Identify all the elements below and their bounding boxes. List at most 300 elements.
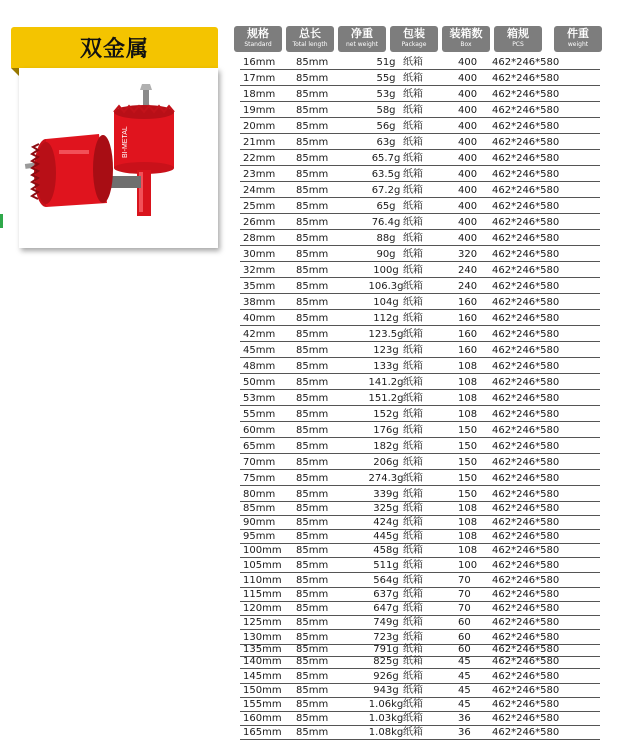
cell-carton-size: 462*246*580: [492, 713, 560, 724]
cell-net-weight: 1.03kg: [368, 713, 404, 724]
cell-size: 135mm: [243, 644, 282, 655]
table-row: [240, 136, 600, 150]
cell-package: 纸箱: [403, 441, 423, 452]
cell-package: 纸箱: [403, 393, 423, 404]
cell-package: 纸箱: [403, 249, 423, 260]
cell-carton-size: 462*246*580: [492, 632, 560, 643]
cell-net-weight: 206g: [373, 457, 399, 468]
cell-net-weight: 1.08kg: [368, 727, 404, 738]
cell-carton-size: 462*246*580: [492, 575, 560, 586]
table-row: [240, 516, 600, 530]
table-row: [240, 670, 600, 684]
cell-carton-size: 462*246*580: [492, 361, 560, 372]
cell-size: 26mm: [243, 217, 276, 228]
cell-box-qty: 240: [458, 265, 478, 276]
cell-package: 纸箱: [403, 153, 423, 164]
cell-net-weight: 56g: [376, 121, 396, 132]
header-sublabel: net weight: [346, 41, 378, 48]
cell-length: 85mm: [296, 121, 329, 132]
cell-box-qty: 45: [458, 699, 471, 710]
cell-package: 纸箱: [403, 457, 423, 468]
cell-net-weight: 88g: [376, 233, 396, 244]
cell-net-weight: 926g: [373, 671, 399, 682]
cell-box-qty: 400: [458, 169, 478, 180]
cell-box-qty: 108: [458, 545, 478, 556]
cell-length: 85mm: [296, 644, 329, 655]
table-row: [240, 184, 600, 198]
cell-carton-size: 462*246*580: [492, 137, 560, 148]
cell-package: 纸箱: [403, 89, 423, 100]
cell-net-weight: 325g: [373, 503, 399, 514]
cell-box-qty: 400: [458, 201, 478, 212]
cell-net-weight: 106.3g: [368, 281, 404, 292]
cell-length: 85mm: [296, 503, 329, 514]
cell-carton-size: 462*246*580: [492, 217, 560, 228]
cell-size: 20mm: [243, 121, 276, 132]
cell-carton-size: 462*246*580: [492, 560, 560, 571]
cell-size: 30mm: [243, 249, 276, 260]
cell-size: 155mm: [243, 699, 282, 710]
cell-size: 95mm: [243, 531, 276, 542]
cell-package: 纸箱: [403, 409, 423, 420]
cell-carton-size: 462*246*580: [492, 105, 560, 116]
cell-package: 纸箱: [403, 617, 423, 628]
cell-box-qty: 36: [458, 713, 471, 724]
cell-net-weight: 123.5g: [368, 329, 404, 340]
header-label: 净重: [351, 27, 373, 40]
cell-package: 纸箱: [403, 105, 423, 116]
cell-length: 85mm: [296, 297, 329, 308]
header-label: 总长: [299, 27, 321, 40]
cell-size: 28mm: [243, 233, 276, 244]
cell-net-weight: 1.06kg: [368, 699, 404, 710]
cell-size: 42mm: [243, 329, 276, 340]
cell-net-weight: 90g: [376, 249, 396, 260]
cell-box-qty: 150: [458, 441, 478, 452]
cell-length: 85mm: [296, 393, 329, 404]
cell-size: 120mm: [243, 603, 282, 614]
cell-size: 53mm: [243, 393, 276, 404]
cell-carton-size: 462*246*580: [492, 603, 560, 614]
cell-length: 85mm: [296, 201, 329, 212]
header-label: 箱规: [507, 27, 529, 40]
cell-carton-size: 462*246*580: [492, 265, 560, 276]
cell-length: 85mm: [296, 617, 329, 628]
cell-size: 130mm: [243, 632, 282, 643]
cell-package: 纸箱: [403, 685, 423, 696]
cell-package: 纸箱: [403, 603, 423, 614]
cell-length: 85mm: [296, 457, 329, 468]
cell-package: 纸箱: [403, 560, 423, 571]
cell-net-weight: 791g: [373, 644, 399, 655]
table-row: [240, 698, 600, 712]
cell-length: 85mm: [296, 57, 329, 68]
cell-length: 85mm: [296, 361, 329, 372]
cell-length: 85mm: [296, 656, 329, 667]
cell-length: 85mm: [296, 489, 329, 500]
table-row: [240, 360, 600, 374]
cell-box-qty: 150: [458, 489, 478, 500]
cell-carton-size: 462*246*580: [492, 441, 560, 452]
cell-net-weight: 445g: [373, 531, 399, 542]
cell-box-qty: 400: [458, 217, 478, 228]
cell-box-qty: 108: [458, 377, 478, 388]
cell-length: 85mm: [296, 517, 329, 528]
cell-package: 纸箱: [403, 531, 423, 542]
table-row: [240, 655, 600, 669]
cell-carton-size: 462*246*580: [492, 671, 560, 682]
cell-net-weight: 182g: [373, 441, 399, 452]
cell-carton-size: 462*246*580: [492, 699, 560, 710]
cell-length: 85mm: [296, 727, 329, 738]
cell-length: 85mm: [296, 249, 329, 260]
cell-net-weight: 100g: [373, 265, 399, 276]
header-standard: [234, 26, 282, 52]
cell-carton-size: 462*246*580: [492, 281, 560, 292]
cell-package: 纸箱: [403, 313, 423, 324]
cell-net-weight: 749g: [373, 617, 399, 628]
cell-package: 纸箱: [403, 57, 423, 68]
cell-length: 85mm: [296, 345, 329, 356]
header-label: 件重: [567, 27, 589, 40]
table-row: [240, 559, 600, 573]
cell-size: 35mm: [243, 281, 276, 292]
cell-length: 85mm: [296, 632, 329, 643]
cell-carton-size: 462*246*580: [492, 656, 560, 667]
cell-box-qty: 60: [458, 617, 471, 628]
cell-length: 85mm: [296, 313, 329, 324]
cell-size: 145mm: [243, 671, 282, 682]
cell-net-weight: 133g: [373, 361, 399, 372]
cell-carton-size: 462*246*580: [492, 329, 560, 340]
table-row: [240, 328, 600, 342]
table-row: [240, 376, 600, 390]
table-row: [240, 616, 600, 630]
cell-package: 纸箱: [403, 545, 423, 556]
cell-length: 85mm: [296, 329, 329, 340]
cell-length: 85mm: [296, 265, 329, 276]
cell-box-qty: 320: [458, 249, 478, 260]
cell-length: 85mm: [296, 281, 329, 292]
table-row: [240, 726, 600, 740]
cell-net-weight: 176g: [373, 425, 399, 436]
header-sublabel: Box: [460, 41, 472, 48]
cell-carton-size: 462*246*580: [492, 409, 560, 420]
cell-box-qty: 36: [458, 727, 471, 738]
table-row: [240, 424, 600, 438]
header-label: 规格: [247, 27, 269, 40]
cell-carton-size: 462*246*580: [492, 201, 560, 212]
cell-size: 160mm: [243, 713, 282, 724]
cell-size: 50mm: [243, 377, 276, 388]
header-box: [442, 26, 490, 52]
cell-box-qty: 400: [458, 137, 478, 148]
cell-length: 85mm: [296, 713, 329, 724]
cell-box-qty: 160: [458, 313, 478, 324]
cell-box-qty: 400: [458, 73, 478, 84]
cell-box-qty: 400: [458, 105, 478, 116]
cell-carton-size: 462*246*580: [492, 457, 560, 468]
table-row: [240, 216, 600, 230]
cell-size: 110mm: [243, 575, 282, 586]
cell-size: 90mm: [243, 517, 276, 528]
cell-length: 85mm: [296, 89, 329, 100]
cell-box-qty: 150: [458, 457, 478, 468]
cell-box-qty: 100: [458, 560, 478, 571]
cell-net-weight: 339g: [373, 489, 399, 500]
cell-package: 纸箱: [403, 233, 423, 244]
cell-size: 17mm: [243, 73, 276, 84]
cell-box-qty: 400: [458, 121, 478, 132]
table-row: [240, 168, 600, 182]
cell-size: 21mm: [243, 137, 276, 148]
cell-size: 150mm: [243, 685, 282, 696]
cell-net-weight: 112g: [373, 313, 399, 324]
cell-package: 纸箱: [403, 137, 423, 148]
cell-carton-size: 462*246*580: [492, 489, 560, 500]
cell-box-qty: 45: [458, 671, 471, 682]
cell-net-weight: 123g: [373, 345, 399, 356]
cell-length: 85mm: [296, 169, 329, 180]
cell-box-qty: 400: [458, 57, 478, 68]
cell-net-weight: 152g: [373, 409, 399, 420]
cell-package: 纸箱: [403, 517, 423, 528]
cell-box-qty: 400: [458, 233, 478, 244]
cell-length: 85mm: [296, 603, 329, 614]
cell-package: 纸箱: [403, 265, 423, 276]
table-row: [240, 408, 600, 422]
header-sublabel: PCS: [512, 41, 524, 48]
cell-length: 85mm: [296, 73, 329, 84]
table-row: [240, 56, 600, 70]
cell-box-qty: 70: [458, 575, 471, 586]
cell-length: 85mm: [296, 377, 329, 388]
cell-size: 80mm: [243, 489, 276, 500]
cell-length: 85mm: [296, 153, 329, 164]
table-row: [240, 344, 600, 358]
table-row: [240, 574, 600, 588]
cell-net-weight: 51g: [376, 57, 396, 68]
cell-box-qty: 400: [458, 89, 478, 100]
cell-size: 115mm: [243, 589, 282, 600]
cell-carton-size: 462*246*580: [492, 89, 560, 100]
cell-net-weight: 274.3g: [368, 473, 404, 484]
cell-length: 85mm: [296, 685, 329, 696]
header-net-weight: [338, 26, 386, 52]
cell-package: 纸箱: [403, 425, 423, 436]
table-row: [240, 248, 600, 262]
cell-size: 40mm: [243, 313, 276, 324]
cell-box-qty: 400: [458, 185, 478, 196]
cell-package: 纸箱: [403, 345, 423, 356]
cell-length: 85mm: [296, 185, 329, 196]
cell-box-qty: 108: [458, 517, 478, 528]
cell-length: 85mm: [296, 531, 329, 542]
cell-net-weight: 65.7g: [371, 153, 401, 164]
edge-marker: [0, 214, 3, 228]
cell-net-weight: 424g: [373, 517, 399, 528]
cell-carton-size: 462*246*580: [492, 589, 560, 600]
cell-size: 24mm: [243, 185, 276, 196]
table-row: [240, 104, 600, 118]
hole-saw-illustration: [19, 68, 218, 248]
cell-size: 48mm: [243, 361, 276, 372]
cell-package: 纸箱: [403, 281, 423, 292]
cell-carton-size: 462*246*580: [492, 644, 560, 655]
table-row: [240, 120, 600, 134]
product-marking: BI-METAL: [122, 126, 129, 158]
cell-package: 纸箱: [403, 297, 423, 308]
cell-carton-size: 462*246*580: [492, 473, 560, 484]
cell-package: 纸箱: [403, 575, 423, 586]
header-package: [390, 26, 438, 52]
cell-carton-size: 462*246*580: [492, 297, 560, 308]
cell-package: 纸箱: [403, 217, 423, 228]
cell-carton-size: 462*246*580: [492, 313, 560, 324]
cell-size: 65mm: [243, 441, 276, 452]
cell-size: 55mm: [243, 409, 276, 420]
cell-size: 60mm: [243, 425, 276, 436]
cell-net-weight: 511g: [373, 560, 399, 571]
header-sublabel: Standard: [244, 41, 272, 48]
table-row: [240, 392, 600, 406]
cell-package: 纸箱: [403, 671, 423, 682]
cell-net-weight: 943g: [373, 685, 399, 696]
cell-package: 纸箱: [403, 644, 423, 655]
cell-carton-size: 462*246*580: [492, 121, 560, 132]
cell-net-weight: 647g: [373, 603, 399, 614]
cell-box-qty: 150: [458, 425, 478, 436]
cell-carton-size: 462*246*580: [492, 73, 560, 84]
product-photo: [19, 68, 218, 248]
header-sublabel: Total length: [292, 41, 328, 48]
cell-length: 85mm: [296, 441, 329, 452]
table-row: [240, 684, 600, 698]
cell-length: 85mm: [296, 105, 329, 116]
table-row: [240, 530, 600, 544]
cell-size: 22mm: [243, 153, 276, 164]
cell-package: 纸箱: [403, 727, 423, 738]
header-total-length: [286, 26, 334, 52]
cell-length: 85mm: [296, 217, 329, 228]
table-row: [240, 280, 600, 294]
cell-package: 纸箱: [403, 503, 423, 514]
cell-package: 纸箱: [403, 632, 423, 643]
cell-carton-size: 462*246*580: [492, 377, 560, 388]
cell-length: 85mm: [296, 589, 329, 600]
cell-box-qty: 108: [458, 361, 478, 372]
cell-carton-size: 462*246*580: [492, 185, 560, 196]
cell-size: 25mm: [243, 201, 276, 212]
cell-length: 85mm: [296, 137, 329, 148]
cell-package: 纸箱: [403, 713, 423, 724]
cell-net-weight: 67.2g: [371, 185, 401, 196]
cell-size: 75mm: [243, 473, 276, 484]
cell-size: 23mm: [243, 169, 276, 180]
cell-carton-size: 462*246*580: [492, 393, 560, 404]
cell-size: 70mm: [243, 457, 276, 468]
cell-net-weight: 76.4g: [371, 217, 401, 228]
product-title: 双金属: [11, 27, 218, 68]
cell-box-qty: 160: [458, 297, 478, 308]
cell-size: 165mm: [243, 727, 282, 738]
cell-net-weight: 55g: [376, 73, 396, 84]
cell-net-weight: 58g: [376, 105, 396, 116]
cell-box-qty: 108: [458, 503, 478, 514]
cell-carton-size: 462*246*580: [492, 249, 560, 260]
cell-size: 100mm: [243, 545, 282, 556]
cell-size: 16mm: [243, 57, 276, 68]
cell-carton-size: 462*246*580: [492, 531, 560, 542]
cell-carton-size: 462*246*580: [492, 685, 560, 696]
cell-length: 85mm: [296, 560, 329, 571]
cell-package: 纸箱: [403, 489, 423, 500]
cell-package: 纸箱: [403, 185, 423, 196]
table-row: [240, 88, 600, 102]
cell-box-qty: 45: [458, 656, 471, 667]
cell-net-weight: 564g: [373, 575, 399, 586]
cell-size: 105mm: [243, 560, 282, 571]
table-row: [240, 72, 600, 86]
cell-package: 纸箱: [403, 73, 423, 84]
cell-net-weight: 63g: [376, 137, 396, 148]
cell-length: 85mm: [296, 545, 329, 556]
table-row: [240, 602, 600, 616]
cell-carton-size: 462*246*580: [492, 153, 560, 164]
cell-size: 125mm: [243, 617, 282, 628]
table-row: [240, 264, 600, 278]
cell-carton-size: 462*246*580: [492, 503, 560, 514]
cell-net-weight: 825g: [373, 656, 399, 667]
cell-length: 85mm: [296, 671, 329, 682]
cell-size: 45mm: [243, 345, 276, 356]
table-row: [240, 440, 600, 454]
cell-carton-size: 462*246*580: [492, 727, 560, 738]
cell-carton-size: 462*246*580: [492, 233, 560, 244]
cell-size: 32mm: [243, 265, 276, 276]
header-label: 装箱数: [449, 27, 483, 40]
cell-length: 85mm: [296, 233, 329, 244]
cell-length: 85mm: [296, 575, 329, 586]
cell-package: 纸箱: [403, 361, 423, 372]
table-row: [240, 232, 600, 246]
cell-carton-size: 462*246*580: [492, 517, 560, 528]
cell-size: 140mm: [243, 656, 282, 667]
cell-size: 85mm: [243, 503, 276, 514]
cell-net-weight: 141.2g: [368, 377, 404, 388]
table-row: [240, 588, 600, 602]
table-row: [240, 312, 600, 326]
cell-carton-size: 462*246*580: [492, 617, 560, 628]
cell-net-weight: 65g: [376, 201, 396, 212]
cell-box-qty: 400: [458, 153, 478, 164]
cell-package: 纸箱: [403, 121, 423, 132]
cell-box-qty: 60: [458, 632, 471, 643]
cell-box-qty: 108: [458, 409, 478, 420]
header-pcs: [494, 26, 542, 52]
cell-package: 纸箱: [403, 169, 423, 180]
cell-net-weight: 63.5g: [371, 169, 401, 180]
cell-net-weight: 53g: [376, 89, 396, 100]
cell-net-weight: 723g: [373, 632, 399, 643]
cell-box-qty: 45: [458, 685, 471, 696]
cell-net-weight: 637g: [373, 589, 399, 600]
cell-box-qty: 240: [458, 281, 478, 292]
cell-box-qty: 160: [458, 329, 478, 340]
header-sublabel: Package: [401, 41, 427, 48]
table-row: [240, 712, 600, 726]
cell-size: 19mm: [243, 105, 276, 116]
